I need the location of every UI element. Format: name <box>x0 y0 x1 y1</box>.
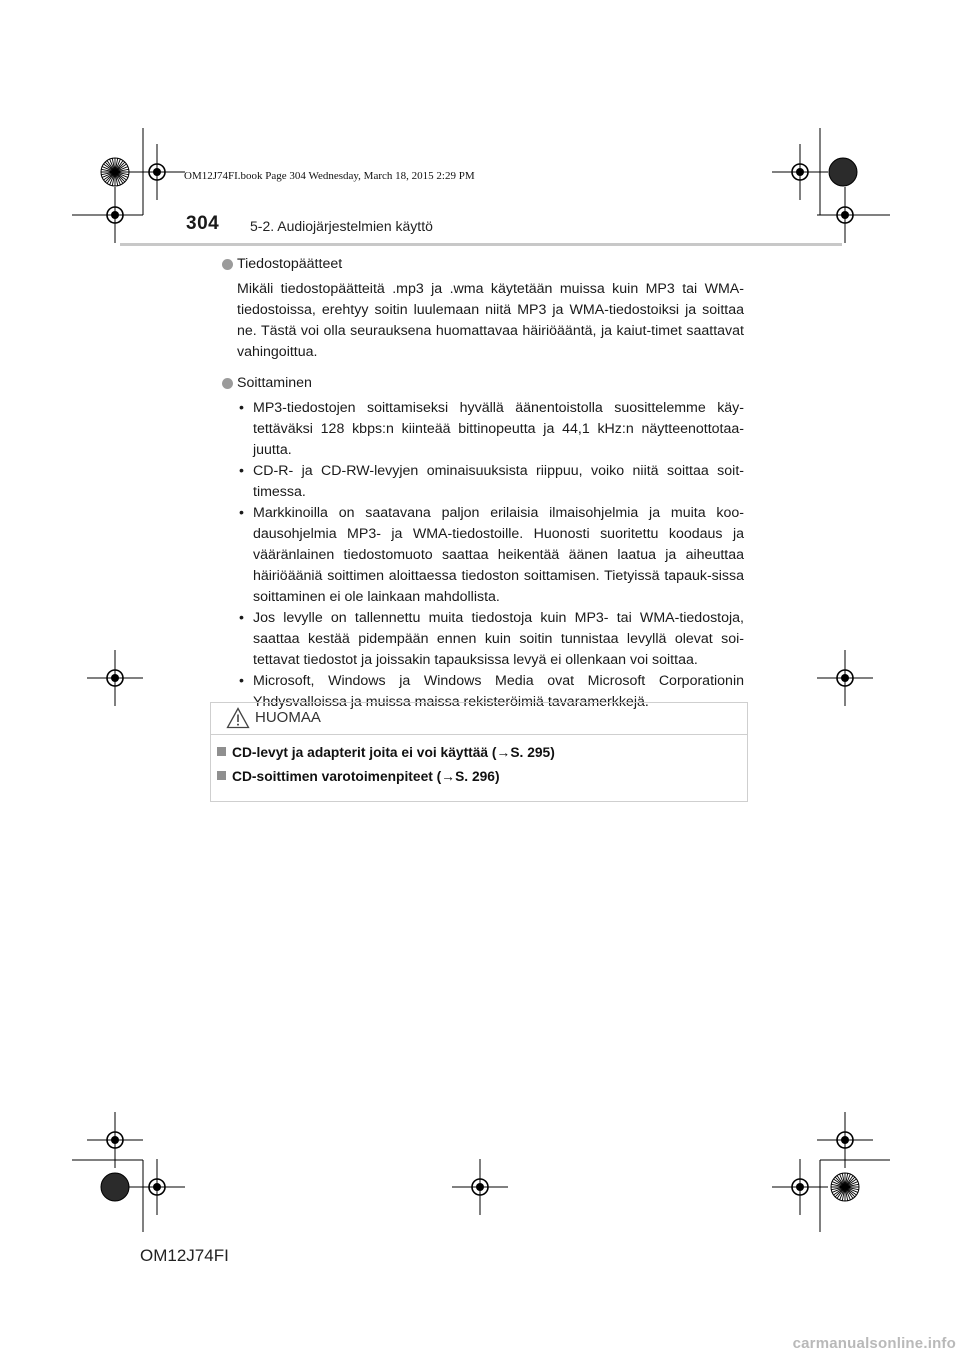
header-rule <box>120 243 842 246</box>
item-title <box>222 254 744 275</box>
section-title: 5-2. Audiojärjestelmien käyttö <box>250 218 433 234</box>
bullet-circle-icon <box>222 259 233 270</box>
notice-label: HUOMAA <box>255 709 321 726</box>
list-item: • Microsoft, Windows ja Windows Media ovat Microsoft Corporationin Yhdysvalloissa ja muissa maissa rekisteröimiä tavaramerkkejä. <box>239 673 744 710</box>
item-file-extensions <box>222 254 744 363</box>
watermark-link[interactable]: carmanualsonline.info <box>792 1335 956 1352</box>
list-item: • CD-R- ja CD-RW-levyjen ominaisuuksista riippuu, voiko niitä soittaa soit-timessa. <box>239 463 744 500</box>
item-paragraph: Mikäli tiedostopäätteitä .mp3 ja .wma käytetään muissa kuin MP3 tai WMA-tiedostoissa, erehtyy soitin luulemaan niitä MP3 ja WMA-tiedostoiksi ja soittaa ne. Tästä voi olla seurauksena huomattavaa häiriöääntä, ja kaiut-timet saattavat vahingoittua. <box>237 281 744 360</box>
square-bullet-icon <box>217 747 226 756</box>
main-content <box>222 254 744 723</box>
item-title <box>222 373 744 394</box>
page-reference[interactable]: →S. 295) <box>496 745 555 760</box>
notice-item-link[interactable]: CD-soittimen varotoimenpiteet (→S. 296) <box>217 769 500 784</box>
item-title-text: Tiedostopäätteet <box>237 256 343 272</box>
print-info: OM12J74FI.book Page 304 Wednesday, March 18, 2015 2:29 PM <box>184 170 475 182</box>
bullet-icon: • <box>239 463 244 479</box>
list-item: • Markkinoilla on saatavana paljon erilaisia ilmaisohjelmia ja muita koo-dausohjelmia MP3- ja WMA-tiedostoille. Huonosti suoritettu koodaus ja vääränlainen tiedostomuoto saattaa heikentää äänen laatua ja aiheuttaa häiriöääniä soittimen aloittaessa tiedoston soittamisen. Tietyissä tapauk-sissa soittaminen ei ole lainkaan mahdollista. <box>239 505 744 605</box>
notice-item-link[interactable]: CD-levyt ja adapterit joita ei voi käyttää (→S. 295) <box>217 745 555 760</box>
footer-code: OM12J74FI <box>140 1246 229 1265</box>
bullet-icon: • <box>239 610 244 626</box>
item-title-text: Soittaminen <box>237 375 312 391</box>
notice-header <box>211 703 747 735</box>
warning-triangle-icon <box>226 707 250 729</box>
notice-box <box>210 702 748 802</box>
square-bullet-icon <box>217 771 226 780</box>
sub-bullet-list <box>237 398 744 713</box>
list-item: • MP3-tiedostojen soittamiseksi hyvällä äänentoistolla suosittelemme käy-tettäväksi 128 kbps:n kiinteää bittinopeutta ja 44,1 kHz:n näytteenottotaa-juutta. <box>239 400 744 458</box>
bullet-icon: • <box>239 505 244 521</box>
bullet-icon: • <box>239 673 244 689</box>
page-reference[interactable]: →S. 296) <box>441 769 500 784</box>
list-item: • Jos levylle on tallennettu muita tiedostoja kuin MP3- tai WMA-tiedostoja, saattaa kestää pidempään ennen kuin soitin tunnistaa levyllä olevat soi-tettavat tiedostot ja joissakin tapauksissa levyä ei ollenkaan voi soittaa. <box>239 610 744 668</box>
page-number: 304 <box>186 213 220 234</box>
bullet-circle-icon <box>222 378 233 389</box>
item-playback <box>222 373 744 713</box>
bullet-icon: • <box>239 400 244 416</box>
